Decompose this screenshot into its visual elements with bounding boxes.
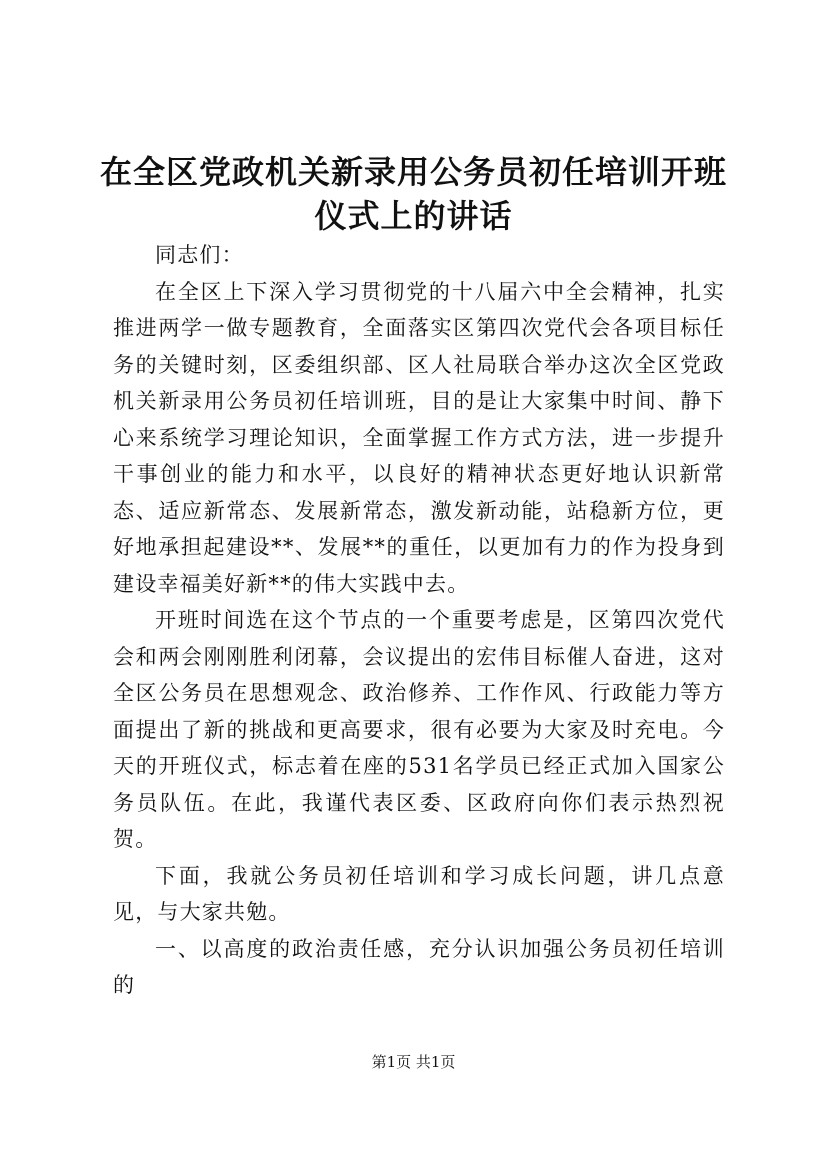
body-paragraph-3: 下面，我就公务员初任培训和学习成长问题，讲几点意见，与大家共勉。 [113,863,725,924]
document-body [113,237,725,1004]
salutation-paragraph: 同志们： [155,243,244,267]
body-paragraph-2: 开班时间选在这个节点的一个重要考虑是，区第四次党代会和两会刚刚胜利闭幕，会议提出的宏伟目标催人奋进，这对全区公务员在思想观念、政治修养、工作作风、行政能力等方面提出了新的挑战和更高要求，很有必要为大家及时充电。今天的开班仪式，标志着在座的531名学员已经正式加入国家公务员队伍。在此，我谨代表区委、区政府向你们表示热烈祝贺。 [113,608,725,851]
body-paragraph-1: 在全区上下深入学习贯彻党的十八届六中全会精神，扎实推进两学一做专题教育，全面落实区第四次党代会各项目标任务的关键时刻，区委组织部、区人社局联合举办这次全区党政机关新录用公务员初任培训班，目的是让大家集中时间、静下心来系统学习理论知识，全面掌握工作方式方法，进一步提升干事创业的能力和水平，以良好的精神状态更好地认识新常态、适应新常态、发展新常态，激发新动能，站稳新方位，更好地承担起建设**、发展**的重任，以更加有力的作为投身到建设幸福美好新**的伟大实践中去。 [113,279,725,596]
page-number-footer: 第1页 共1页 [371,1053,456,1071]
document-title: 在全区党政机关新录用公务员初任培训开班仪式上的讲话 [100,153,728,235]
section-heading-1: 一、以高度的政治责任感，充分认识加强公务员初任培训的 [113,936,725,997]
